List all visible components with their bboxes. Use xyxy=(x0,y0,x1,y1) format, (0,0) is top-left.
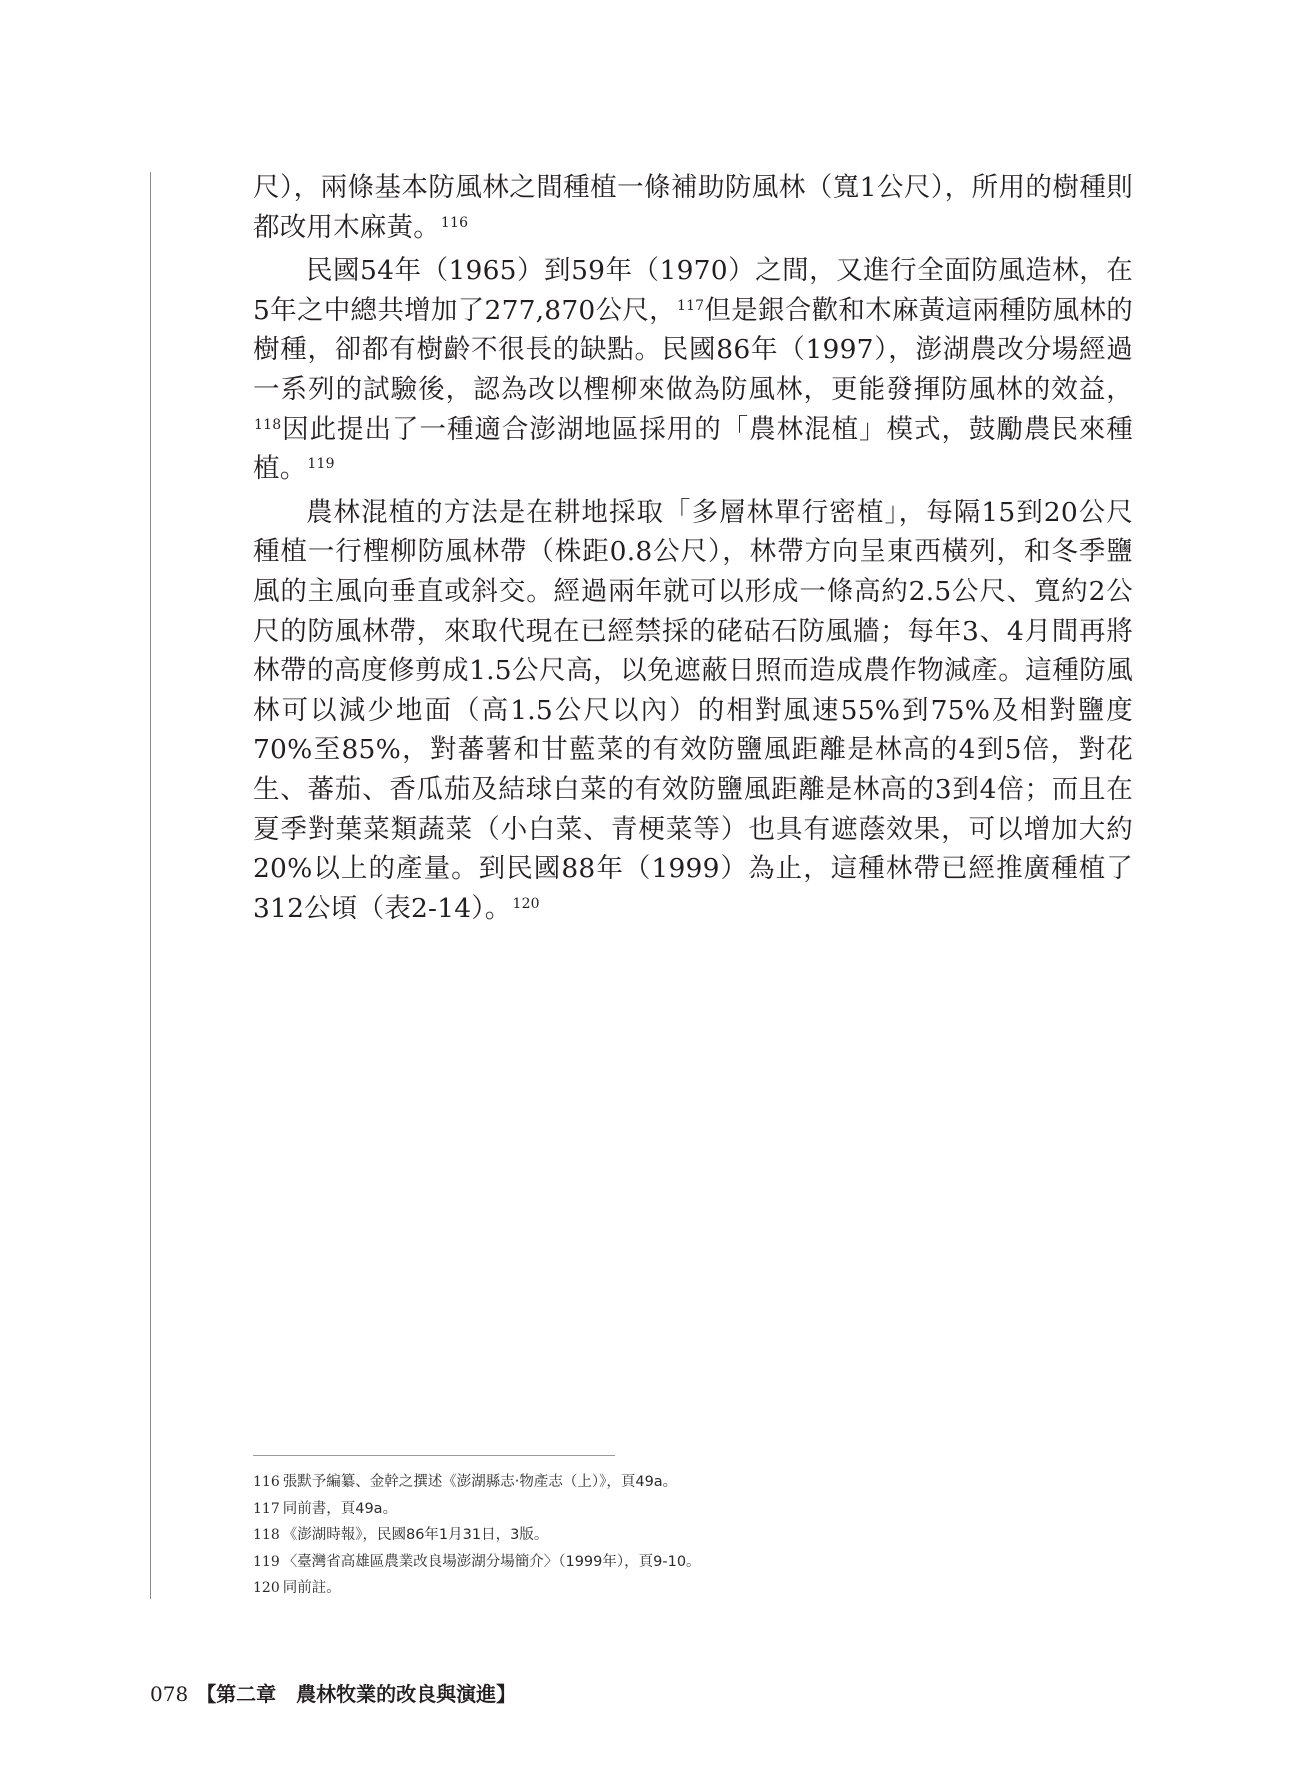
footnote-ref-116: 116 xyxy=(440,214,469,231)
paragraph-1-text: 尺），兩條基本防風林之間種植一條補助防風林（寬1公尺），所用的樹種則都改用木麻黃。 xyxy=(253,172,1133,243)
running-footer xyxy=(150,1678,516,1707)
footnote-120 xyxy=(253,1575,1133,1602)
footnote-text: 張默予編纂、金幹之撰述《澎湖縣志‧物產志（上）》，頁49a。 xyxy=(282,1474,678,1490)
footnote-119 xyxy=(253,1549,1133,1576)
footnote-text: 〈臺灣省高雄區農業改良場澎湖分場簡介〉（1999年），頁9-10。 xyxy=(282,1553,701,1570)
paragraph-2-text-c: 因此提出了一種適合澎湖地區採用的「農林混植」模式，鼓勵農民來種植。 xyxy=(253,413,1133,485)
paragraph-3 xyxy=(253,493,1133,929)
footnote-ref-120: 120 xyxy=(512,895,540,912)
body-text xyxy=(253,168,1133,932)
footnote-number: 118 xyxy=(253,1527,280,1543)
chapter-title: 【第二章 農林牧業的改良與演進】 xyxy=(196,1682,517,1706)
paragraph-1 xyxy=(253,168,1133,247)
paragraph-3-text: 農林混植的方法是在耕地採取「多層林單行密植」，每隔15到20公尺種植一行檉柳防風林帶（株距0.8公尺），林帶方向呈東西橫列，和冬季鹽風的主風向垂直或斜交。經過兩年就可以形成一條高約2.5公尺、寬約2公尺的防風林帶，來取代現在已經禁採的硓𥑮石防風牆；每年3、4月間再將林帶的高度修剪成1.5公尺高，以免遮蔽日照而造成農作物減產。這種防風林可以減少地面（高1.5公尺以內）的相對風速55%到75%及相對鹽度70%至85%，對蕃薯和甘藍菜的有效防鹽風距離是林高的4到5倍，對花生、蕃茄、香瓜茄及結球白菜的有效防鹽風距離是林高的3到4倍；而且在夏季對葉菜類蔬菜（小白菜、青梗菜等）也具有遮蔭效果，可以增加大約20%以上的產量。到民國88年（1999）為止，這種林帶已經推廣種植了312公頃（表2-14）。 xyxy=(253,496,1133,924)
footnote-text: 《澎湖時報》，民國86年1月31日，3版。 xyxy=(282,1527,549,1543)
footnote-116 xyxy=(253,1469,1133,1496)
paragraph-2-text-a: 民國54年（1965）到59年（1970）之間，又進行全面防風造林，在5年之中總共增加了277,870公尺， xyxy=(253,255,1133,326)
footnote-ref-118: 118 xyxy=(254,416,282,433)
footnote-number: 120 xyxy=(253,1580,280,1596)
footnote-number: 116 xyxy=(253,1474,280,1490)
footnote-117 xyxy=(253,1496,1133,1523)
margin-rule xyxy=(150,172,151,1599)
footnote-separator xyxy=(253,1455,615,1456)
footnote-number: 117 xyxy=(253,1500,280,1517)
paragraph-2-text-b: 但是銀合歡和木麻黃這兩種防風林的樹種，卻都有樹齡不很長的缺點。民國86年（1997），澎湖農改分場經過一系列的試驗後，認為改以檉柳來做為防風林，更能發揮防風林的效益， xyxy=(253,294,1133,405)
footnote-ref-117: 117 xyxy=(676,297,705,314)
footnote-ref-119: 119 xyxy=(307,456,335,473)
footnote-text: 同前書，頁49a。 xyxy=(282,1500,398,1517)
footnote-text: 同前註。 xyxy=(282,1580,341,1596)
page-number: 078 xyxy=(150,1682,189,1706)
footnote-118 xyxy=(253,1522,1133,1549)
footnote-number: 119 xyxy=(253,1553,280,1570)
footnotes xyxy=(253,1469,1133,1602)
paragraph-2 xyxy=(253,251,1133,489)
